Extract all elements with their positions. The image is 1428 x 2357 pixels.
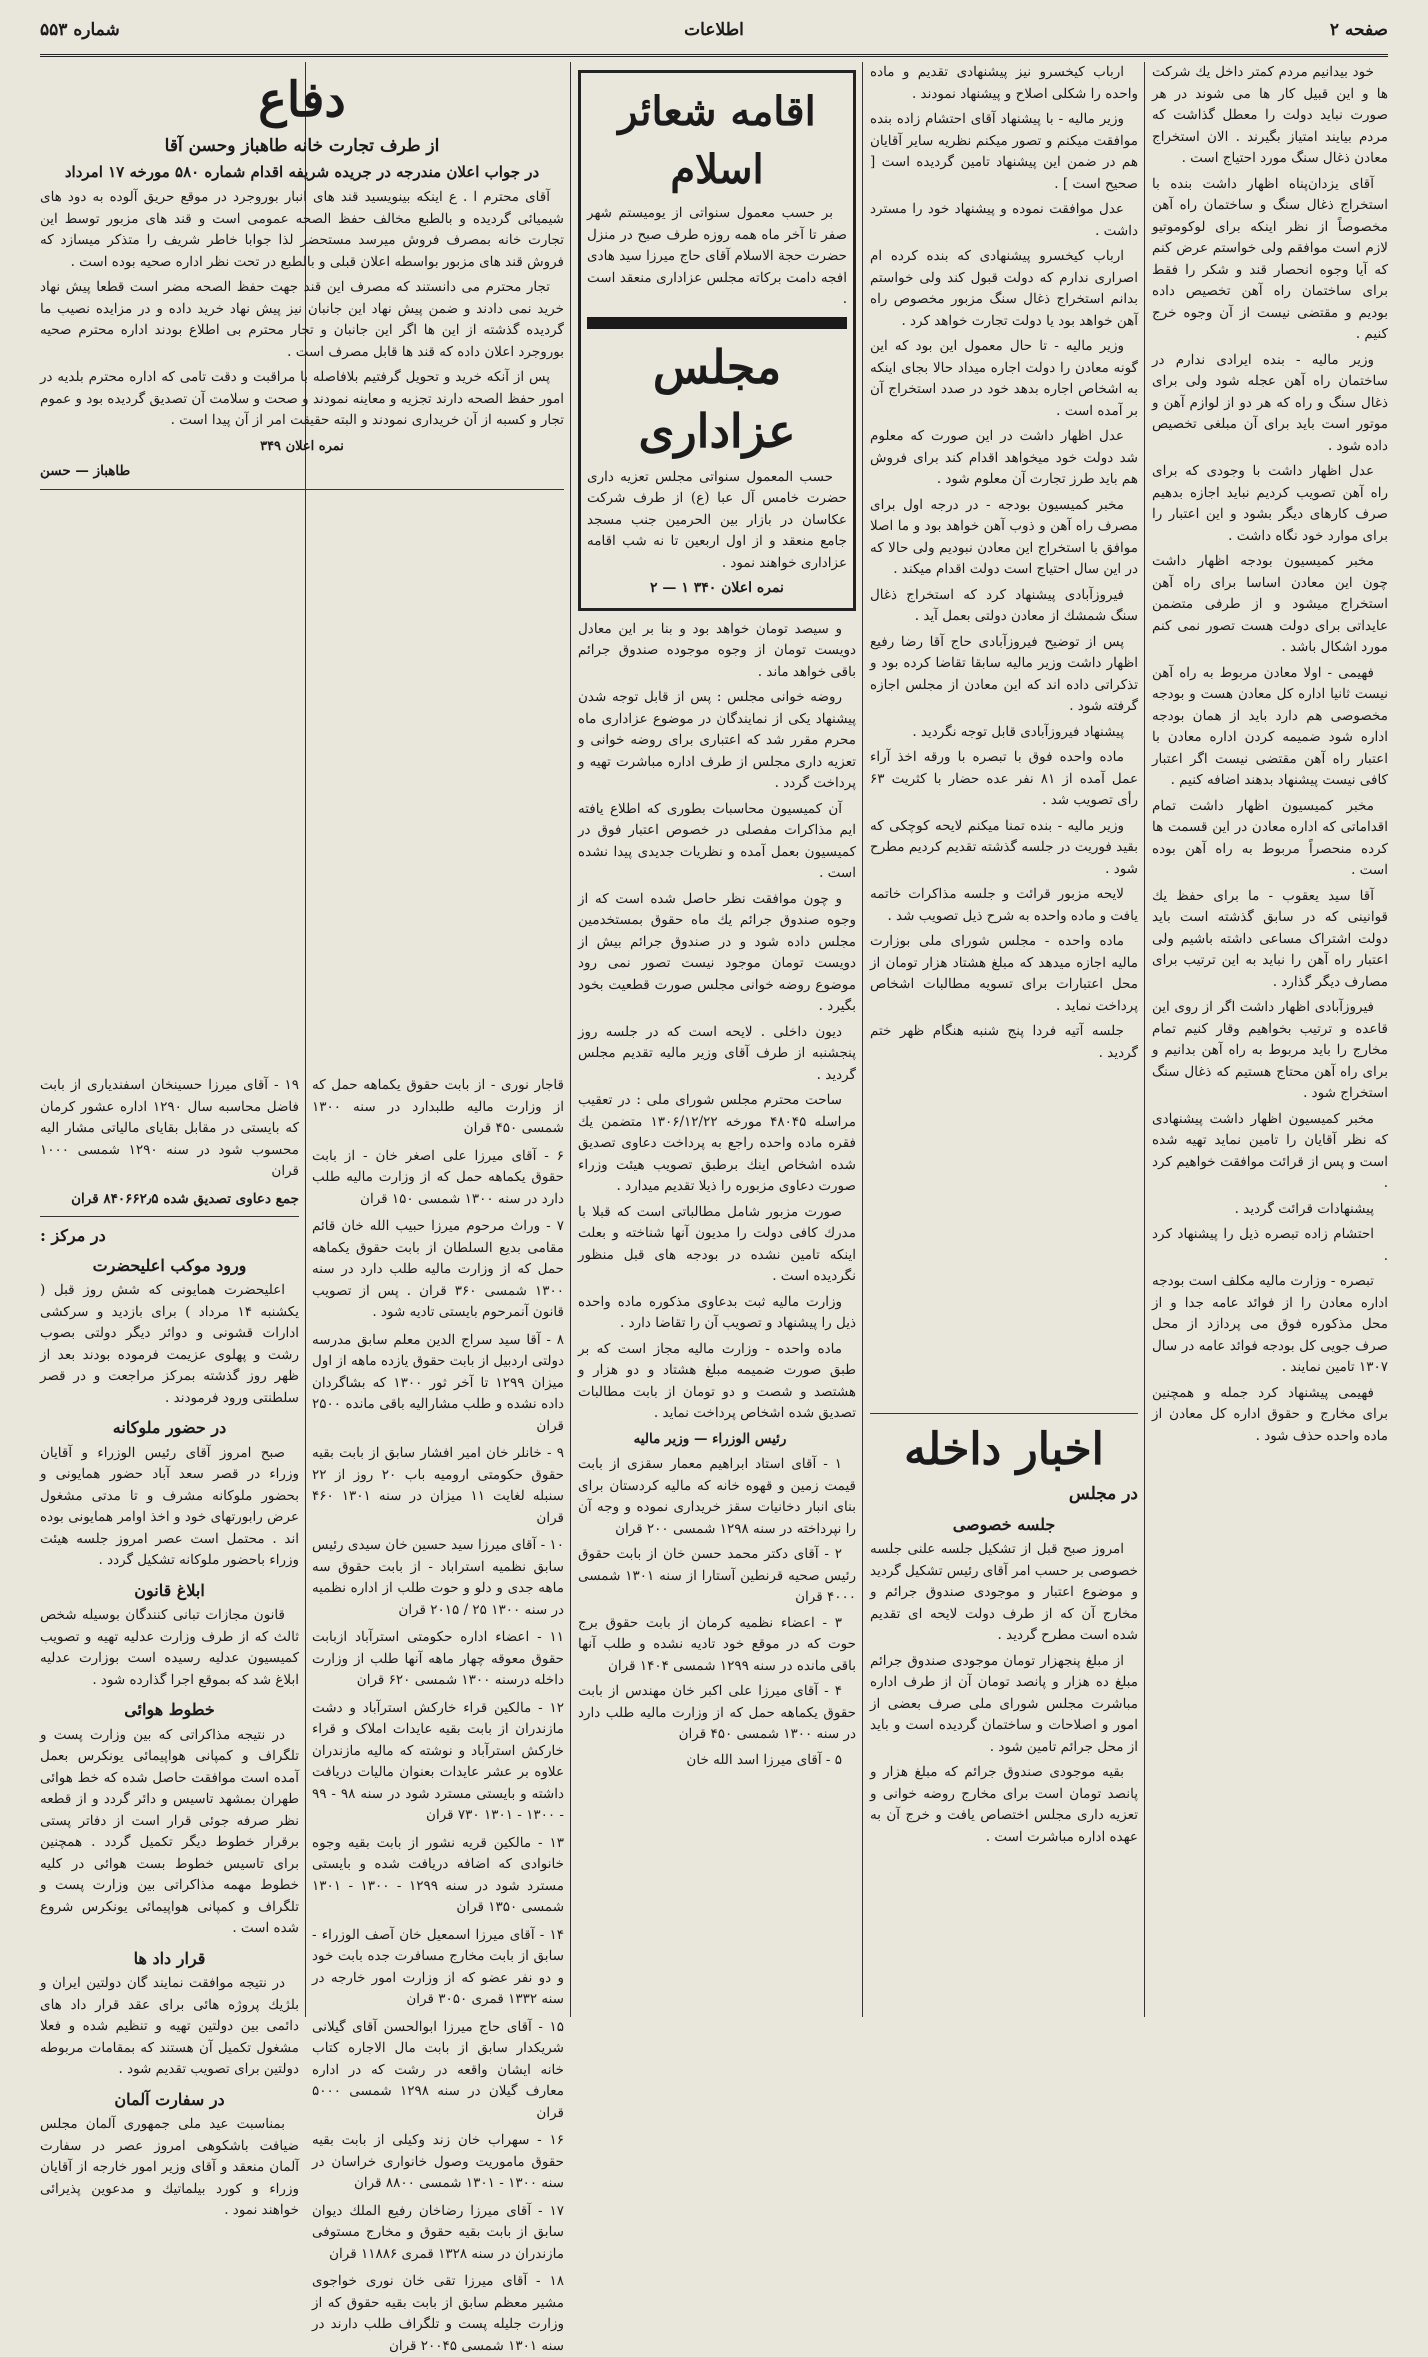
section-divider — [40, 489, 564, 490]
list-item: ۱۰ - آقای میرزا سید حسین خان سیدی رئیس سابق نظمیه استراباد - از بابت حقوق سه ماهه جدی و دلو و حوت طلب از اداره نظمیه در سنه ۱۳۰۰ ۲۵ / ۲۰۱۵ قران — [312, 1537, 564, 1618]
section-subheading: در مجلس — [1068, 1484, 1138, 1504]
list-item: ۴ - آقای میرزا علی اکبر خان مهندس از بابت حقوق یکماهه حمل که از وزارت مالیه طلب دارد در سنه ۱۳۰۰ شمسی ۴۵۰ قران — [578, 1683, 856, 1742]
paragraph: آقای محترم ا . ع اینکه بینویسید قند های انبار بوروجرد در موقع حریق آلوده به دود های شیمیائی گردیده و بالطبع مخالف حفظ الصحه عمومی است و قند های مزبور توسط این تجارت خانه بمصرف فروش میرسد مستحضر لذا جوابا خاطر شریف را متذکر میسازد که فروش قند های مزبور بواسطه اعلان قبلی و بالطبع در تحت نظر اداره صحیه بوده است . — [40, 189, 564, 270]
defense-subtitle: از طرف تجارت خانه طاهباز وحسن آقا — [164, 136, 440, 156]
paragraph: پس از آنکه خرید و تحویل گرفتیم بلافاصله با مراقبت و دقت تامی که اداره محترم بلدیه در امور حفظ الصحه دارند تجزیه و معاینه نمودند و صحت و سلامت آن تصدیق گردیده بود و عموم تجار و کسبه از آن خریداری نمودند و البته حقیقت امر از آن پیدا است . — [40, 369, 564, 428]
paragraph: مخبر کمیسیون بودجه اظهار داشت چون این معادن اساسا برای راه آهن استخراج میشود و از طرفی متضمن عایداتی برای دولت هست تصور نمی کنم مورد اشکال باشد . — [1152, 553, 1388, 655]
paragraph: آن کمیسیون محاسبات بطوری که اطلاع یافته ایم مذاکرات مفصلی در خصوص اعتبار فوق در کمیسیون بعمل آمده و نظریات جدیدی پیدا نشده است . — [578, 800, 856, 881]
page-number: صفحه ۲ — [1329, 20, 1388, 40]
list-item: ۱۲ - مالکین قراء خارکش استرآباد و دشت مازندران از بابت بقیه عایدات املاک و قراء خارکش استرآباد و نوشته که مالیه مازندران علاوه بر عشر عایدات بعنوان مالیات دریافت داشته و بایستی مسترد شود در سنه ۹۸ - ۹۹ - ۱۳۰۰ - ۱۳۰۱ ۷۳۰ قران — [312, 1699, 564, 1823]
column-2 — [870, 62, 1138, 2017]
list-item: ۹ - خانلر خان امیر افشار سابق از بابت بقیه حقوق حکومتی ارومیه باب ۲۰ روز از ۲۲ سنبله لغایت ۱۱ میزان در سنه ۱۳۰۱ ۴۶۰ قران — [312, 1445, 565, 1526]
paragraph: عدل اظهار داشت در این صورت که معلوم شد دولت خود میخواهد اقدام کند برای فروش هم باید طرز تجارت آن معلوم شود . — [870, 428, 1138, 487]
paragraph: و چون موافقت نظر حاصل شده است که از وجوه صندوق جرائم یك ماه حقوق بمستخدمین مجلس داده شود و در صندوق جرائم بیش از دویست تومان موجود نیست تصور نمی رود موضوع روضه خوانی مجلس صورت قطعیت بخود بگیرد . — [578, 890, 856, 1014]
list-item: ۳ - اعضاء نظمیه کرمان از بابت حقوق برج حوت که در موقع خود تادیه نشده و طلب آنها باقی مانده در سنه ۱۲۹۹ شمسی ۱۴۰۴ قران — [578, 1614, 856, 1674]
notice-box — [578, 70, 856, 611]
list-item: قاجار نوری - از بابت حقوق یکماهه حمل که از وزارت مالیه طلبدارد در سنه ۱۳۰۰ شمسی ۴۵۰ قران — [312, 1077, 564, 1136]
paragraph: وزیر مالیه - بنده ایرادی ندارم در ساختمان راه آهن عجله شود ولی برای ذغال سنگ و راه که هر دو از لوازم آهن و موتور است باید برای آن مبلغی تخصیص داده شود . — [1152, 351, 1388, 454]
paragraph: پس از توضیح فیروزآبادی حاج آقا رضا رفیع اظهار داشت وزیر مالیه سابقا تقاضا کرده بود و تذکراتی داده اند که این معادن از مجلس اجازه گرفته شود . — [870, 633, 1138, 714]
heading-law-notice: ابلاغ قانون — [134, 1580, 205, 1600]
paragraph: مخبر کمیسیون اظهار داشت پیشنهادی که نظر آقایان را تامین نماید تهیه شده است و پس از قرائت موافقت خواهیم کرد . — [1152, 1110, 1388, 1191]
paragraph: قانون مجازات تبانی کنندگان بوسیله شخص ثالث که از طرف وزارت عدلیه تهیه و تصویب کمیسیون عدلیه رسیده است بوزارت عدلیه ابلاغ شد که بموقع اجرا گذارده شود . — [40, 1607, 299, 1688]
paragraph: فهیمی پیشنهاد کرد جمله و همچنین برای مخارج و حقوق اداره کل معادن از ماده واحده حذف شود . — [1152, 1384, 1388, 1444]
paragraph: بقیه موجودی صندوق جرائم که مبلغ هزار و پانصد تومان است برای مخارج روضه خوانی و تعزیه داری مجلس اختصاص یافت و خرج آن به عهده اداره مباشرت است . — [870, 1764, 1138, 1845]
paragraph: حسب المعمول سنواتی مجلس تعزیه داری حضرت خامس آل عبا (ع) از طرف شرکت عکاسان در بازار بین الحرمین جنب مسجد جامع منعقد و از اول اربعین تا نه شب اقامه عزاداری خواهند نمود . — [587, 468, 847, 571]
paragraph: و سیصد تومان خواهد بود و بنا بر این معادل دویست تومان از وجوه موجوده صندوق جرائم باقی خواهد ماند . — [578, 620, 856, 680]
paragraph: پیشنهادات قرائت گردید . — [1234, 1200, 1374, 1217]
subheading-private-session: جلسه خصوصی — [952, 1514, 1056, 1534]
paragraph: فهیمی - اولا معادن مربوط به راه آهن نیست ثانیا اداره کل معادن هست و بودجه مخصوصی هم دارد باید از همان بودجه اداره شود ضمیمه کردن اداره معادن با اعتبار راه آهن مقتضی نیست اگر اعتبار کافی نیست پیشنهاد بدهند اضافه کنیم . — [1152, 664, 1388, 788]
heading-defense: دفاع — [258, 72, 346, 128]
list-item: ۵ - آقای میرزا اسد الله خان — [686, 1751, 842, 1768]
list-item: ۱۷ - آقای میرزا رضاخان رفیع الملك دیوان سابق از بابت بقیه حقوق و مخارج مستوفی مازندران در سنه ۱۳۲۸ قمری ۱۱۸۸۶ قران — [312, 2202, 564, 2262]
paragraph: احتشام زاده تبصره ذیل را پیشنهاد کرد . — [1152, 1226, 1388, 1264]
list-item: ۱۳ - مالکین قریه نشور از بابت بقیه وجوه خانوادی که اضافه دریافت شده و بایستی مسترد شود در سنه ۱۲۹۹ - ۱۳۰۰ - ۱۳۰۱ شمسی ۱۳۵۰ قران — [312, 1834, 564, 1915]
paragraph: وزیر مالیه - با پیشنهاد آقای احتشام زاده بنده موافقت میکنم و تصور میکنم نظریه سایر آقایان هم در ضمن این پیشنهاد تامین گردیده است [ صحیح است ] . — [870, 111, 1138, 192]
column-rule — [570, 62, 571, 2017]
column-3 — [578, 62, 856, 2017]
column-5 — [40, 1075, 299, 2218]
heading-royal-audience: در حضور ملوکانه — [112, 1418, 227, 1437]
heading-agreements: قرار داد ها — [133, 1948, 206, 1968]
paragraph: آقا سید یعقوب - ما برای حفظ یك قوانینی که در سابق گذشته است باید دولت اشتراک مساعی داشته باشیم ولی اعتبار راه آهن را نباید به این ترتیب برای مصارف دیگر گذارد . — [1152, 887, 1388, 990]
list-item: ۱۹ - آقای میرزا حسینخان اسفندیاری از بابت فاضل محاسبه سال ۱۲۹۰ اداره عشور کرمان که بایستی در مقابل بقایای مالیاتی مشار الیه محسوب شود در سنه ۱۲۹۰ شمسی ۱۰۰۰ قران — [40, 1077, 299, 1179]
list-item: ۱۱ - اعضاء اداره حکومتی استرآباد ازبابت حقوق معوقه چهار ماهه آنها طلب از وزارت داخله درسنه ۱۳۰۰ شمسی ۶۲۰ قران — [312, 1629, 564, 1688]
paragraph: جلسه آتیه فردا پنج شنبه هنگام ظهر ختم گردید . — [870, 1023, 1138, 1061]
total-claims: جمع دعاوی تصدیق شده ۸۴۰۶۶۲٫۵ قران — [71, 1190, 299, 1207]
list-item: ۱۶ - سهراب خان زند وکیلی از بابت بقیه حقوق ماموریت وصول خانواری خراسان در سنه ۱۳۰۰ - ۱۳۰۱ شمسی ۸۸۰۰ قران — [312, 2132, 564, 2191]
paragraph: تبصره - وزارت مالیه مکلف است بودجه اداره معادن را از فوائد عامه جدا و از محل مذکوره فوق می پردازد از محل صرف جویی کل بودجه فوائد عامه در سال ۱۳۰۷ تامین نمایند . — [1152, 1273, 1388, 1375]
paragraph: از مبلغ پنجهزار تومان موجودی صندوق جرائم مبلغ ده هزار و پانصد تومان آن از طرف اداره مباشرت مجلس شورای ملی صرف بعضی از امور و اصلاحات و ساختمان گردیده است و باید از محل جرائم تامین شود . — [870, 1652, 1138, 1755]
notice-number: نمره اعلان ۳۴۹ — [260, 438, 344, 454]
column-rule — [862, 62, 863, 2017]
paragraph: ماده واحده - مجلس شورای ملی بوزارت مالیه اجازه میدهد که مبلغ هشتاد هزار تومان از محل اعتبارات برای تسویه مطالبات اشخاص پرداخت نماید . — [870, 933, 1138, 1014]
heading-royal-arrival: ورود موکب اعلیحضرت — [92, 1255, 247, 1275]
divider-bar — [587, 317, 847, 329]
paragraph: لایحه مزبور قرائت و جلسه مذاکرات خاتمه یافت و ماده واحده به شرح ذیل تصویب شد . — [870, 886, 1138, 924]
paragraph: ساحت محترم مجلس شورای ملی : در تعقیب مراسله ۴۸۰۴۵ مورخه ۱۳۰۶/۱۲/۲۲ متضمن یك فقره ماده واحده راجع به پرداخت دعاوی تصدیق شده اشخاص اینك برطبق تصویب هیئت وزراء صورت دعاوی مزبوره را ذیلا تقدیم میدارد . — [578, 1092, 856, 1194]
list-item: ۱۵ - آقای حاج میرزا ابوالحسن آقای گیلانی شریکدار سابق از بابت مال الاجاره کتاب خانه ایشان واقعه در رشت که در اداره معارف گیلان در سنه ۱۲۹۸ شمسی ۵۰۰۰ قران — [312, 2018, 564, 2121]
paragraph: عدل موافقت نموده و پیشنهاد خود را مسترد داشت . — [870, 201, 1138, 239]
paragraph: آقای یزدان‌پناه اظهار داشت بنده با استخراج ذغال سنگ و ساختمان راه آهن مخصوصاً از نظر اینکه برای لوکوموتیو لازم است موافقم ولی خواستم عرض کنم که آیا وجوه انحصار قند و شکر را فقط برای ساختمان راه آهن تخصیص داده بودیم و مقتضی نیست از آن وجوه خرج کنیم . — [1152, 175, 1388, 342]
section-heading-domestic-news: اخبار داخله — [904, 1424, 1104, 1475]
column-4 — [312, 1075, 565, 2354]
paragraph: بر حسب معمول سنواتی از یومیستم شهر صفر تا آخر ماه همه روزه طرف صبح در منزل حضرت حجة الاسلام آقای حاج میرزا سید هادی افجه دامت برکاته مجلس عزاداری منعقد است . — [587, 205, 847, 307]
paragraph: وزیر مالیه - تا حال معمول این بود که این گونه معادن را دولت اجاره میداد حالا بجای اینکه به اشخاص اجاره بدهد خود در صدد استخراج آن بر آمده است . — [870, 338, 1138, 419]
paragraph: در نتیجه موافقت نمایند گان دولتین ایران و بلژیك پروژه هائی برای عقد قرار داد های دائمی بین دولتین تهیه و تنظیم شده و فعلا مشغول تکمیل آن هستند که بمقامات مربوطه دولتین برای تصویب تقدیم شود . — [40, 1975, 299, 2077]
paragraph: بمناسبت عید ملی جمهوری آلمان مجلس ضیافت باشکوهی امروز عصر در سفارت آلمان منعقد و آقای وزیر امور خارجه از آقایان وزراء و کورد بیلماتیك و مدعوین پذیرائی خواهند نمود . — [40, 2116, 299, 2218]
paragraph: وزیر مالیه - بنده تمنا میکنم لایحه کوچکی که بقید فوریت در جلسه گذشته تقدیم کردیم مطرح شود . — [870, 817, 1138, 877]
paragraph: ارباب کیخسرو نیز پیشنهادی تقدیم و ماده واحده را شکلی اصلاح و پیشنهاد نمودند . — [870, 64, 1138, 102]
paragraph: امروز صبح قبل از تشکیل جلسه علنی جلسه خصوصی بر حسب امر آقای رئیس تشکیل گردید و موضوع اعتبار و موجودی صندوق جرائم و مخارج آن که از طرف دولت لایحه ای تقدیم شده است مطرح گردید . — [870, 1541, 1138, 1643]
defense-article — [40, 62, 564, 1062]
signature-line: رئیس الوزراء — وزیر مالیه — [633, 1430, 787, 1447]
heading-islamic-rites: اقامه شعائر اسلام — [618, 88, 816, 193]
paragraph: فیروزآبادی پیشنهاد کرد که استخراج ذغال سنگ شمشك از معادن دولتی بعمل آید . — [870, 586, 1138, 624]
list-item: ۶ - آقای میرزا علی اصغر خان - از بابت حقوق یکماهه حمل که از وزارت مالیه طلب دارد در سنه ۱۳۰۰ شمسی ۱۵۰ قران — [312, 1147, 564, 1207]
section-divider — [870, 1413, 1138, 1414]
paragraph: اعلیحضرت همایونی که شش روز قبل ( یکشنبه ۱۴ مرداد ) برای بازدید و سرکشی ادارات قشونی و دوائر دیگر دولتی بصوب رشت و پهلوی عزیمت فرموده بودند بعد از ظهر روز گذشته بمرکز مراجعت و در قصر سلطنتی ورود فرمودند . — [40, 1282, 299, 1406]
paragraph: ارباب کیخسرو پیشنهادی که بنده کرده ام اصراری ندارم که دولت قبول کند ولی خواستم بدانم استخراج ذغال سنگ مزبور مخصوص راه آهن خواهد بود یا دولت تجارت خواهد کرد . — [870, 248, 1138, 329]
notice-number: نمره اعلان ۳۴۰ ۱ — ۲ — [650, 580, 784, 596]
list-item: ۱۴ - آقای میرزا اسمعیل خان آصف الوزراء - سابق از بابت مخارج مسافرت جده بابت خود و دو نفر عضو که از وزارت امور خارجه در سنه ۱۳۳۲ قمری ۳۰۵۰ قران — [312, 1926, 564, 2007]
paragraph: صبح امروز آقای رئیس الوزراء و آقایان وزراء در قصر سعد آباد حضور همایونی و بحضور ملوکانه مشرف و تا مدتی مشغول عرض رابورتهای خود و اخذ اوامر همایونی بوده اند . محتمل است عصر امروز جلسه هیئت وزراء باحضور ملوکانه تشکیل گردد . — [40, 1444, 299, 1568]
list-item: ۷ - وراث مرحوم میرزا حبیب الله خان قائم مقامی بدیع السلطان از بابت حقوق یکماهه حمل که از وزارت مالیه طلب دارد در سنه ۱۳۰۰ شمسی ۳۶۰ قران . پس از تصویب قانون آنمرحوم بایستی تادیه شود . — [312, 1218, 564, 1320]
column-1 — [1152, 62, 1388, 2017]
paragraph: دیون داخلی . لایحه است که در جلسه روز پنجشنبه از طرف آقای وزیر مالیه تقدیم مجلس گردید . — [578, 1023, 856, 1083]
paragraph: عدل اظهار داشت با وجودی که برای راه آهن تصویب کردیم نباید اجازه بدهیم صرف کارهای دیگر بشود و این اعتبار را برای موارد خود نگاه داشت . — [1152, 463, 1388, 544]
section-heading-center: در مرکز : — [40, 1226, 106, 1245]
issue-number: شماره ۵۵۳ — [40, 20, 120, 40]
heading-air-routes: خطوط هوائی — [124, 1700, 215, 1719]
paragraph: خود بیدانیم مردم کمتر داخل یك شرکت ها و این قبیل کار ها می شوند در هر صورت نباید دولت را معطل گذاشت که مردم بیایند امتیاز بگیرند . الان استخراج معادن ذغال سنگ مورد احتیاج است . — [1152, 64, 1388, 166]
paragraph: تجار محترم می دانستند که مصرف این قند جهت حفظ الصحه مضر است قطعا پیش نهاد خرید نمی دادند و ضمن پیش نهاد این جانبان نیز پیش نهاد خرید داده و در مزایده نصیب ما گردیده گذشته از این ها اگر این جانبان و تجار محترم بی اطلاع بودند اداره محترم صحیه بوروجرد اعلان داده که قند ها قابل مصرف است . — [40, 279, 564, 360]
paragraph: مخبر کمیسیون اظهار داشت تمام اقداماتی که اداره معادن در این قسمت ها کرده منحصراً مربوط به راه آهن بوده است . — [1152, 797, 1388, 878]
signature: طاهباز — حسن — [40, 463, 131, 479]
section-divider — [40, 1216, 299, 1217]
paragraph: روضه خوانی مجلس : پس از قابل توجه شدن پیشنهاد یکی از نمایندگان در موضوع عزاداری ماه محرم مقرر شد که اعتباری برای روضه خوانی و تعزیه داری مجلس از طرف اداره مباشرت تهیه و پرداخت گردد . — [578, 689, 856, 791]
paragraph: پیشنهاد فیروزآبادی قابل توجه نگردید . — [912, 723, 1124, 740]
paragraph: در نتیجه مذاکراتی که بین وزارت پست و تلگراف و کمپانی هواپیمائی یونکرس بعمل آمده است موافقت حاصل شده که خط هوائی طهران بمشهد تاسیس و دائر گردد و از قطعه نظر صرفه جوئی قرار است از دفاتر پستی برقرار خطوط دیگر تکمیل گردد . همچنین برای تاسیس خطوط بست هوائی در کلیه خطوط مهمه مذاکراتی بین وزارت پست و تلگراف و کمپانی هواپیمائی یونکرس شروع شده است . — [40, 1726, 299, 1936]
list-item: ۸ - آقا سید سراج الدین معلم سابق مدرسه دولتی اردبیل از بابت حقوق یازده ماهه از اول میزان ۱۲۹۹ تا آخر ثور ۱۳۰۰ که بشاگردان داده نشده و طلب مشارالیه باقی مانده ۲۵۰۰ قران — [312, 1331, 564, 1434]
column-2-top — [870, 62, 1138, 1407]
paragraph: صورت مزبور شامل مطالباتی است که قبلا با مدرك کافی دولت را مدیون آنها شناخته و بعلت اینکه تامین نشده در بودجه های قبل منظور نگردیده است . — [578, 1203, 856, 1284]
paragraph: ماده واحده فوق با تبصره با ورقه اخذ آراء عمل آمده از ۸۱ نفر عده حضار با کثریت ۶۳ رأی تصویب شد . — [870, 749, 1138, 808]
list-item: ۱۸ - آقای میرزا تقی خان نوری خواجوی مشیر معظم سابق از بابت بقیه حقوق که از وزارت جلیله پست و تلگراف طلب دارند در سنه ۱۳۰۱ شمسی ۲۰۰۴۵ قران — [312, 2273, 564, 2354]
paragraph: فیروزآبادی اظهار داشت اگر از روی این قاعده و ترتیب بخواهیم وقار کنیم تمام مخارج را باید مربوط به راه آهن بدانیم و برای راه آهن محتاج هستیم که ذغال سنگ استخراج شود . — [1152, 999, 1388, 1101]
paragraph: مخبر کمیسیون بودجه - در درجه اول برای مصرف راه آهن و ذوب آهن خواهد بود و ما اصلا موافق با استخراج این معادن نبودیم ولی حالا که در این سال احتیاج است دولت اقدام میکند . — [870, 496, 1138, 577]
column-rule — [1144, 62, 1145, 2017]
list-item: ۲ - آقای دکتر محمد حسن خان از بابت حقوق رئیس صحیه قرنطین آستارا از سنه ۱۳۰۱ شمسی ۴۰۰۰ قران — [578, 1546, 857, 1605]
defense-lead: در جواب اعلان مندرجه در جریده شریفه اقدام شماره ۵۸۰ مورخه ۱۷ امرداد — [64, 162, 540, 181]
masthead — [40, 14, 1388, 57]
heading-german-embassy: در سفارت آلمان — [114, 2089, 225, 2109]
paragraph: وزارت مالیه ثبت بدعاوی مذکوره ماده واحده ذیل را پیشنهاد و تصویب آن را تقاضا دارد . — [578, 1293, 856, 1331]
paper-title: اطلاعات — [684, 20, 744, 40]
heading-mourning-ceremony: مجلس عزاداری — [638, 339, 796, 458]
paragraph: ماده واحده - وزارت مالیه مجاز است که بر طبق صورت ضمیمه مبلغ هشتاد و دو هزار و هشتصد و شصت و دو تومان از بابت مطالبات تصدیق شده اشخاص پرداخت نماید . — [578, 1340, 856, 1421]
list-item: ۱ - آقای استاد ابراهیم معمار سقزی از بابت قیمت زمین و قهوه خانه که مالیه کردستان برای بنای انبار دخانیات سقز خریداری نموده و وجه آن را نپرداخته در سنه ۱۲۹۸ شمسی ۲۰۰ قران — [578, 1456, 856, 1537]
